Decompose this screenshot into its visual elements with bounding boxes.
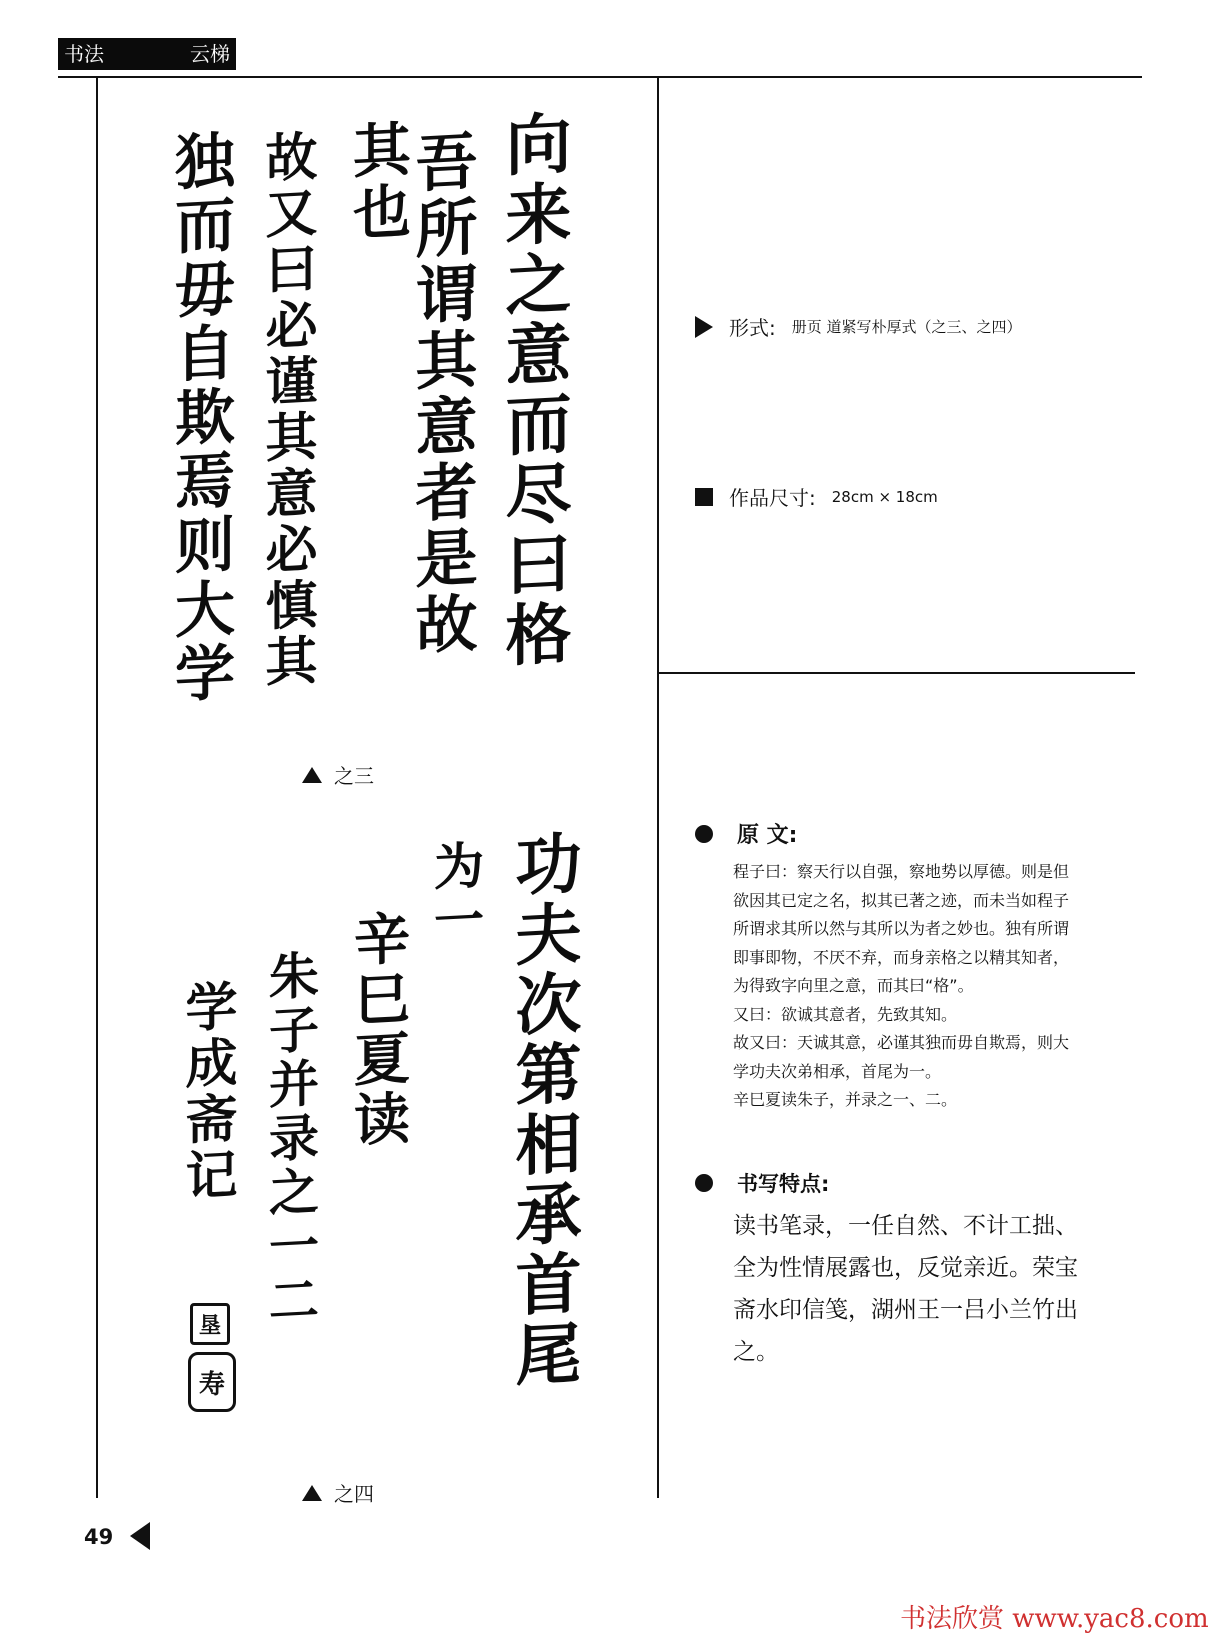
- form-label: 形式:: [729, 316, 776, 340]
- original-line: 程子曰：察天行以自强，察地势以厚德。则是但欲因其已定之名，拟其已著之迹，而未当如程子所谓求其所以然与其所以为者之妙也。独有所谓即事即物，不厌不弃，而身亲格之以精其知者，为得致字向里之意，而其曰“格”。: [733, 862, 1070, 995]
- size-label: 作品尺寸:: [729, 486, 816, 510]
- callig-col: 向来之意而尽曰格: [494, 107, 572, 673]
- bullet-icon: [695, 825, 713, 843]
- square-icon: [695, 488, 713, 506]
- size-value: 28cm × 18cm: [831, 487, 938, 506]
- callig-col: 独而毋自欺焉则大学: [165, 128, 235, 708]
- page-number: 49: [84, 1525, 114, 1549]
- caption-3-text: 之三: [334, 764, 374, 788]
- callig-col: 故又曰必谨其意必慎其: [256, 128, 317, 692]
- caption-4: [302, 1478, 374, 1507]
- callig-col: 辛巳夏读: [345, 908, 411, 1152]
- header-tag: [58, 38, 236, 70]
- bullet-icon: [695, 1174, 713, 1192]
- caption-4-text: 之四: [334, 1482, 374, 1506]
- original-text: [733, 858, 1078, 1115]
- size-row: [695, 482, 938, 511]
- original-line: 辛巳夏读朱子，并录之一、二。: [733, 1090, 958, 1109]
- original-heading-text: 原 文:: [737, 823, 798, 848]
- middle-rule: [657, 78, 659, 1498]
- triangle-left-icon: [130, 1522, 150, 1550]
- callig-col: 学成斋记: [176, 978, 237, 1206]
- callig-col: 功夫次第相承首尾: [504, 827, 582, 1393]
- caption-3: [302, 760, 374, 789]
- callig-col: 吾所谓其意者是故: [405, 128, 478, 660]
- form-row: [695, 312, 1022, 341]
- original-line: 又曰：欲诚其意者，先致其知。: [733, 1004, 958, 1024]
- triangle-up-icon: [302, 1485, 322, 1501]
- info-divider: [659, 672, 1135, 674]
- callig-col: 为一: [426, 838, 485, 950]
- top-rule: [58, 76, 1142, 78]
- header-book: 书法: [64, 42, 104, 66]
- original-line: 故又曰：天诚其意，必谨其独而毋自欺焉，则大学功夫次弟相承，首尾为一。: [733, 1033, 1070, 1081]
- play-icon: [695, 316, 713, 338]
- header-series: 云梯: [190, 42, 230, 66]
- seal-square: 垦: [190, 1303, 230, 1345]
- features-heading-text: 书写特点:: [737, 1172, 830, 1196]
- callig-col: 其也: [343, 118, 411, 246]
- original-heading: [695, 818, 797, 849]
- watermark: 书法欣赏 www.yac8.com: [900, 1604, 1209, 1634]
- form-value: 册页 道紧写朴厚式（之三、之四）: [791, 318, 1022, 336]
- left-rule: [96, 78, 98, 1498]
- triangle-up-icon: [302, 767, 322, 783]
- seal-oval: 寿: [188, 1352, 236, 1412]
- features-text: 读书笔录，一任自然、不计工拙、全为性情展露也，反觉亲近。荣宝斋水印信笺，湖州王一吕小兰竹出之。: [733, 1213, 1078, 1365]
- callig-col: 朱子并录之一二: [261, 948, 320, 1330]
- features-heading: [695, 1168, 829, 1198]
